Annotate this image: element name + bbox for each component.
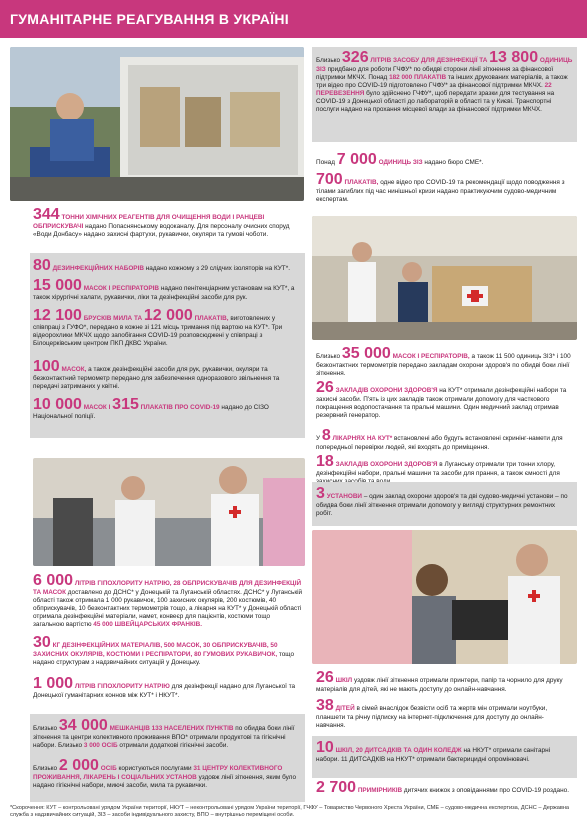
stat-10000-masks: 10 000 МАСОК І 315 ПЛАКАТІВ ПРО COVID-19 надано до СІЗО Національної поліції.: [33, 396, 269, 420]
stat-18-health-facilities: 18 ЗАКЛАДІВ ОХОРОНИ ЗДОРОВ'Я в Луганську отримали три тонни хлору, дезінфекційні набори, пральні машини та засоби для прання, а також ємності для: [316, 453, 560, 477]
stat-344-reagents: 344 ТОННИ ХІМІЧНИХ РЕАГЕНТІВ ДЛЯ ОЧИЩЕННЯ ВОДИ І РАНЦЕВІ ОБПРИСКУВАЧІ надано Попаснянському водоканалу. Для персоналу очисних споруд «Води Донбасу» надано захисні фартухи, рукавички, окуляри та гумові чоботи.: [33, 206, 290, 239]
stat-7000-units: Понад 7 000 ОДИНИЦЬ ЗІЗ надано бюро СМЕ*.: [316, 151, 484, 168]
stat-26-schools: 26 ШКІЛ уздовж лінії зіткнення отримали принтери, папір та чорнило для друку матеріалів для дітей, які не мають доступу до онлайн-навчання.: [316, 669, 563, 693]
stat-38-children: 38 ДІТЕЙ в сімей внаслідок безвісти осіб та жертв мін отримали ноутбуки, планшети та річну підписку на інтернет-підключення для доступу до онлайн-навчання.: [316, 697, 548, 730]
stat-100-masks: 100 МАСОК, а також дезінфекційні засоби для рук, рукавички, окуляри та безконтактний термометр передано для забезпечення одноразового звільнення та передачі затриманих у квітні.: [33, 358, 280, 391]
stat-6000-liters: 6 000 ЛІТРІВ ГІПОХЛОРИТУ НАТРІЮ, 28 ОБПРИСКУВАЧІВ ДЛЯ ДЕЗИНФЕКЦІЙ ТА МАСОК доставлено до ДСНС* у Донецькій та Луганській областях. ДСНС* у Луганській області також отримала 1 000 рукавичок, 100 захисних окулярів, 200 костюмів, 40 обприскувачів, 10 безконтактних термометрів тощо, а лікарня на КУТ* у Донецькій області отримала дезінфекційні матеріали, намет, конвеєр для пацієнтів, костюми тощо загальною вартістю 45 000 ШВЕЙЦАРСЬКИХ ФРАНКІВ.: [33, 572, 303, 629]
stat-80-kits: 80 ДЕЗИНФЕКЦІЙНИХ НАБОРІВ надано кожному з 29 слідчих ізоляторів на КУТ*.: [33, 257, 290, 274]
header-banner: [0, 0, 587, 38]
stat-15000-masks: 15 000 МАСОК І РЕСПІРАТОРІВ надано пенітенціарним установам на КУТ*, а також хірургічні халати, рукавички, ліки та дезінфекційні засоби для рук.: [33, 277, 295, 301]
footnote: *Скорочення: КУТ – контрольовані урядом України території, НКУТ – неконтрольовані урядом України території, ГЧФУ – Товариство Червоного Хреста України, СМЕ – судово-медична експертиза, ДСНС – Державна служба з надзвичайних ситуацій, ЗІЗ – засоби індивідуального захисту, ВПО – внутрішньо переміщені особи.: [10, 805, 570, 818]
stat-3-institutions: 3 УСТАНОВИ – один заклад охорони здоров'я та дві судово-медичні установи – по обидва боки лінії зіткнення отримали допомогу у вигляді структурних ремонтних робіт.: [316, 485, 568, 518]
stat-2000-persons: Близько 2 000 ОСІБ користуються послугами 31 ЦЕНТРУ КОЛЕКТИВНОГО ПРОЖИВАННЯ, ЛІКАРЕНЬ І СОЦІАЛЬНИХ УСТАНОВ уздовж лінії зіткнення, яким було надано гігієнічні набори, миючі засоби, мила та рукавички.: [33, 757, 297, 790]
stat-2700-books: 2 700 ПРИМІРНИКІВ дитячих книжок з оповіданнями про COVID-19 роздано.: [316, 779, 569, 796]
stat-12100-soap: 12 100 БРУСКІВ МИЛА ТА 12 000 ПЛАКАТІВ, виготовлених у співпраці з ГУФО*, передано в кожне зі 121 місць тримання під вартою на КУТ*. Три відеорохлики МКЧХ щодо запобігання COVID-19 розповсюджені у співпраці з Білоцерківським центром ПКП ДКВС України.: [33, 307, 283, 348]
stat-1000-liters: 1 000 ЛІТРІВ ГІПОХЛОРИТУ НАТРІЮ для дезінфекції надано для Луганської та Донецької гуманітарних коннов між КУТ* і НКУТ*.: [33, 675, 296, 699]
stat-30-kg: 30 КГ ДЕЗІНФЕКЦІЙНИХ МАТЕРІАЛІВ, 500 МАСОК, 30 ОБПРИСКУВАЧІВ, 50 ЗАХИСНИХ ОКУЛЯРІВ, КОСТЮМИ І РЕСПІРАТОРИ, 80 ГУМОВИХ РУКАВИЧОК, тощо надано структурам з надзвичайних ситуацій у Донецьку.: [33, 634, 295, 667]
stat-700-posters: 700 ПЛАКАТІВ, одне відео про COVID-19 та рекомендації щодо поводження з тілами загиблих під час нинішньої кризи надано практикуючим судово-медичним експертам.: [316, 171, 565, 204]
stat-35000-masks: Близько 35 000 МАСОК І РЕСПІРАТОРІВ, а також 11 500 одиниць ЗІЗ* і 100 безконтактних термометрів передано закладам охорони здоров'я по обидві боки лінії зіткнення.: [316, 345, 571, 378]
photo-child-laptop: [312, 530, 577, 664]
page-title: ГУМАНІТАРНЕ РЕАГУВАННЯ В УКРАЇНІ: [10, 11, 289, 27]
photo-red-cross-volunteers: [33, 458, 305, 566]
stat-26-health-facilities: 26 ЗАКЛАДІВ ОХОРОНИ ЗДОРОВ'Я на КУТ* отримали дезінфекційні набори та захисні засоби. П'ять із цих закладів також отримали допомогу для часткового покращення водопостачання та пральні машини. Один медичний заклад отримав резервний генератор.: [316, 379, 567, 420]
photo-truck-delivery: [10, 47, 304, 201]
photo-warehouse-boxes: [312, 216, 577, 340]
stat-34000-residents: Близько 34 000 МЕШКАНЦІВ 133 НАСЕЛЕНИХ ПУНКТІВ по обидва боки лінії зіткнення та центри колективного проживання ВПО* отримали продуктові та гігієнічні набори. Близько 3 000 ОСІБ отримали додаткові гігієнічні засоби.: [33, 717, 295, 750]
stat-10-schools: 10 ШКІЛ, 20 ДИТСАДКІВ ТА ОДИН КОЛЕДЖ на НКУТ* отримали санітарні набори. 11 ДИТСАДКІВ на НКУТ* отримали бактерицидні опромінювачі.: [316, 739, 551, 763]
stat-8-hospitals: У 8 ЛІКАРНЯХ НА КУТ* встановлені або будуть встановлені скринінг-намети для попередньої перевірки людей, які входять до приміщення.: [316, 427, 563, 451]
stat-326-liters: Близько 326 ЛІТРІВ ЗАСОБУ ДЛЯ ДЕЗІНФЕКЦІЇ ТА 13 800 ОДИНИЦЬ ЗІЗ придбано для роботи ГЧФУ* по обидві сторони лінії зіткнення за фінансової підтримки МКЧХ. Понад 182 000 ПЛАКАТІВ та інших друкованих матеріалів, а також три відео про COVID-19 підготовлено ГЧФУ* за фінансової підтримки МКЧХ. 22 ПЕРЕВЕЗЕННЯ було здійснено ГЧФУ*, щоб передати зразки для тестування на COVID-19 з Донецької області до лабораторій в області та у Києві. Транспортні послуги надано на прохання місцевої влади за фінансової підтримки МКЧХ.: [316, 49, 573, 114]
